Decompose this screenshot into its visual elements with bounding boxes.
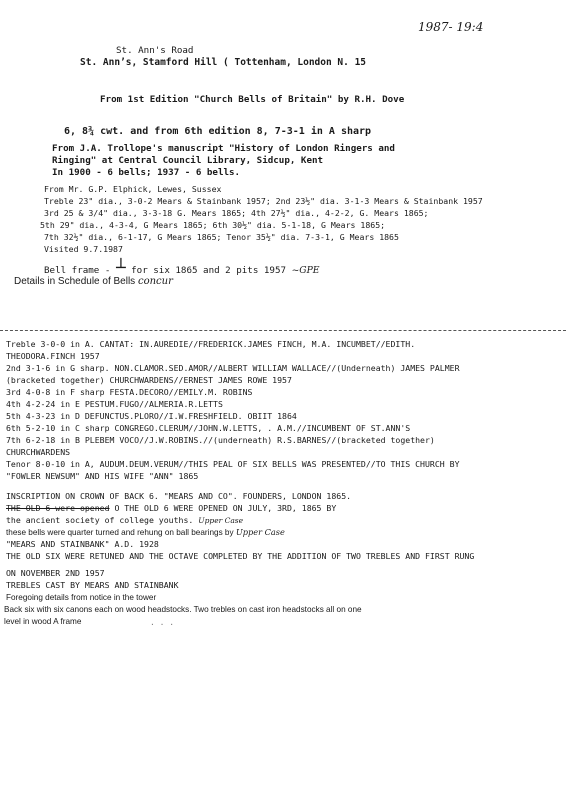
source-line-1: From 1st Edition "Church Bells of Britain" by R.H. Dove (100, 94, 405, 105)
schedule-details: Details in Schedule of Bells (14, 276, 136, 287)
inscription-line: 6th 5-2-10 in C sharp CONGREGO.CLERUM//JOHN.W.LETTS, . A.M.//INCUMBENT OF ST.ANN'S (6, 423, 411, 433)
source-line-4: Ringing" at Central Council Library, Sidcup, Kent (52, 155, 324, 166)
section-divider (0, 330, 566, 331)
elphick-line-5: 7th 32½" dia., 6-1-17, G Mears 1865; Tenor 35½" dia. 7-3-1, G Mears 1865 (44, 232, 399, 242)
elphick-line-2: Treble 23" dia., 3-0-2 Mears & Stainbank 1957; 2nd 23½" dia. 3-1-3 Mears & Stainbank 1957 (44, 196, 483, 206)
bell-frame-line (44, 258, 320, 277)
inscription-line: "FOWLER NEWSUM" AND HIS WIFE "ANN" 1865 (6, 471, 199, 481)
pen-marks: · · · (150, 620, 175, 629)
crown-line-2 (6, 503, 336, 514)
source-line-2: 6, 8¾ cwt. and from 6th edition 8, 7-3-1 in A sharp (64, 126, 372, 137)
crown-line-3-text: the ancient society of college youths. (6, 515, 194, 525)
crown-line-4-hand: Upper Case (235, 527, 285, 537)
date-annotation: 1987- 19:4 (418, 20, 484, 34)
schedule-line (14, 276, 173, 287)
inscription-line: 4th 4-2-24 in E PESTUM.FUGO//ALMERIA.R.LETTS (6, 399, 223, 409)
address-separator: ( (223, 57, 235, 68)
inscription-line: 2nd 3-1-6 in G sharp. NON.CLAMOR.SED.AMOR//ALBERT WILLIAM WALLACE//(Underneath) JAMES PALMER (6, 363, 460, 373)
inscription-line: (bracketed together) CHURCHWARDENS//ERNEST JAMES ROWE 1957 (6, 375, 292, 385)
inscription-line: 7th 6-2-18 in B PLEBEM VOCO//J.W.ROBINS.//(underneath) R.S.BARNES//(bracketed together) (6, 435, 435, 445)
elphick-line-4: 5th 29" dia., 4-3-4, G Mears 1865; 6th 30½" dia. 5-1-18, G Mears 1865; (40, 220, 386, 230)
address-parish-left: St. Ann’s, Stamford Hill (80, 57, 218, 68)
crown-line-11: level in wood A frame (4, 617, 82, 626)
elphick-line-6: Visited 9.7.1987 (44, 244, 123, 254)
elphick-line-3: 3rd 25 & 3/4" dia., 3-3-18 G. Mears 1865; 4th 27½" dia., 4-2-2, G. Mears 1865; (44, 208, 429, 218)
address-street: St. Ann's Road (116, 45, 194, 56)
elphick-line-1: From Mr. G.P. Elphick, Lewes, Sussex (44, 184, 222, 194)
crown-line-8: TREBLES CAST BY MEARS AND STAINBANK (6, 580, 179, 590)
inscription-line: CHURCHWARDENS (6, 447, 71, 457)
source-line-3: From J.A. Trollope's manuscript "History of London Ringers and (52, 143, 395, 154)
crown-line-6: THE OLD SIX WERE RETUNED AND THE OCTAVE COMPLETED BY THE ADDITION OF TWO TREBLES AND FIRST RUNG (6, 551, 475, 561)
bell-frame-label: Bell frame - (44, 265, 111, 276)
bell-frame-text: for six 1865 and 2 pits 1957 (131, 265, 287, 276)
crown-line-4 (6, 527, 285, 538)
crown-line-7: ON NOVEMBER 2ND 1957 (6, 568, 105, 578)
crown-line-9: Foregoing details from notice in the tower (6, 593, 157, 602)
bell-frame-hand: ~GPE (291, 265, 320, 276)
crown-line-1: INSCRIPTION ON CROWN OF BACK 6. "MEARS AND CO". FOUNDERS, LONDON 1865. (6, 491, 352, 501)
schedule-concur: concur (137, 276, 173, 287)
crown-line-3-hand: Upper Case (198, 516, 244, 525)
frame-symbol-icon: ┴ (115, 258, 126, 277)
address-parish (80, 57, 366, 68)
inscription-line: 5th 4-3-23 in D DEFUNCTUS.PLORO//I.W.FRESHFIELD. OBIIT 1864 (6, 411, 297, 421)
crown-line-3 (6, 515, 243, 526)
inscription-line: THEODORA.FINCH 1957 (6, 351, 100, 361)
source-line-5: In 1900 - 6 bells; 1937 - 6 bells. (52, 167, 241, 178)
inscription-line: 3rd 4-0-8 in F sharp FESTA.DECORO//EMILY.M. ROBINS (6, 387, 253, 397)
address-parish-right: Tottenham, London N. 15 (234, 57, 367, 68)
crown-line-2-rest: O THE OLD 6 WERE OPENED ON JULY, 3RD, 1865 BY (114, 503, 337, 513)
crown-line-5: "MEARS AND STAINBANK" A.D. 1928 (6, 539, 159, 549)
crown-line-4-text: these bells were quarter turned and rehung on ball bearings by (6, 528, 234, 537)
crown-line-10: Back six with six canons each on wood headstocks. Two trebles on cast iron headstocks all on one (4, 605, 362, 614)
inscription-line: Treble 3-0-0 in A. CANTAT: IN.AUREDIE//FREDERICK.JAMES FINCH, M.A. INCUMBET//EDITH. (6, 339, 416, 349)
struck-text: THE OLD 6 were opened (6, 503, 110, 513)
inscription-line: Tenor 8-0-10 in A, AUDUM.DEUM.VERUM//THIS PEAL OF SIX BELLS WAS PRESENTED//TO THIS CHURCH BY (6, 459, 460, 469)
